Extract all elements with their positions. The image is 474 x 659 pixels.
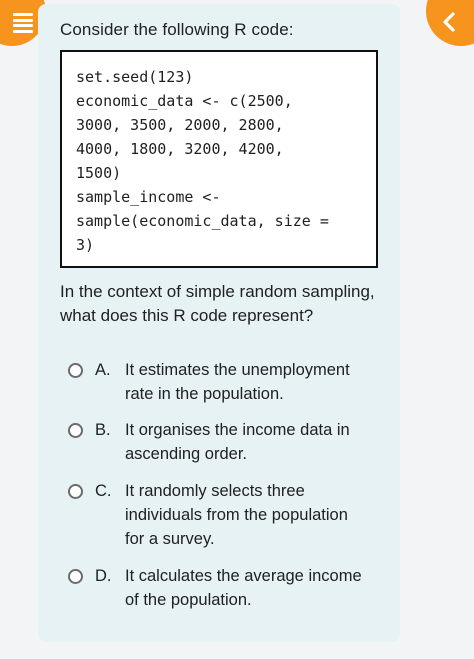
question-prompt-line: In the context of simple random sampling, [60, 282, 375, 301]
option-d[interactable] [68, 564, 388, 612]
option-text-line: for a survey. [125, 530, 215, 548]
option-c[interactable] [68, 479, 388, 551]
code-line: economic_data <- c(2500, [76, 92, 293, 110]
code-line: 1500) [76, 164, 122, 182]
option-text-line: It randomly selects three [125, 482, 305, 500]
option-text-line: It calculates the average income [125, 567, 362, 585]
option-letter: A. [95, 361, 111, 379]
question-card [38, 4, 400, 642]
option-text-line: of the population. [125, 591, 252, 609]
option-text [125, 358, 370, 406]
chevron-left-icon [442, 11, 456, 33]
option-text-line: ascending order. [125, 445, 248, 463]
radio-button-b[interactable] [68, 423, 83, 438]
option-letter: C. [95, 482, 112, 500]
option-text [125, 418, 370, 466]
radio-button-c[interactable] [68, 484, 83, 499]
code-line: set.seed(123) [76, 68, 194, 86]
option-text [125, 564, 370, 612]
code-line: sample(economic_data, size = [76, 212, 329, 230]
code-block [60, 50, 378, 268]
option-text [125, 479, 370, 551]
radio-button-a[interactable] [68, 363, 83, 378]
option-text-line: rate in the population. [125, 385, 284, 403]
back-button[interactable] [426, 0, 474, 46]
radio-button-d[interactable] [68, 569, 83, 584]
question-prompt [60, 280, 390, 328]
option-letter: B. [95, 421, 111, 439]
option-text-line: It organises the income data in [125, 421, 350, 439]
code-line: 3000, 3500, 2000, 2800, [76, 116, 284, 134]
question-intro: Consider the following R code: [60, 20, 294, 39]
option-text-line: individuals from the population [125, 506, 348, 524]
code-line: 4000, 1800, 3200, 4200, [76, 140, 284, 158]
option-b[interactable] [68, 418, 388, 466]
option-a[interactable] [68, 358, 388, 406]
question-prompt-line: what does this R code represent? [60, 306, 314, 325]
menu-list-icon [13, 13, 33, 33]
code-line: sample_income <- [76, 188, 221, 206]
option-text-line: It estimates the unemployment [125, 361, 350, 379]
code-line: 3) [76, 236, 95, 254]
option-letter: D. [95, 567, 112, 585]
